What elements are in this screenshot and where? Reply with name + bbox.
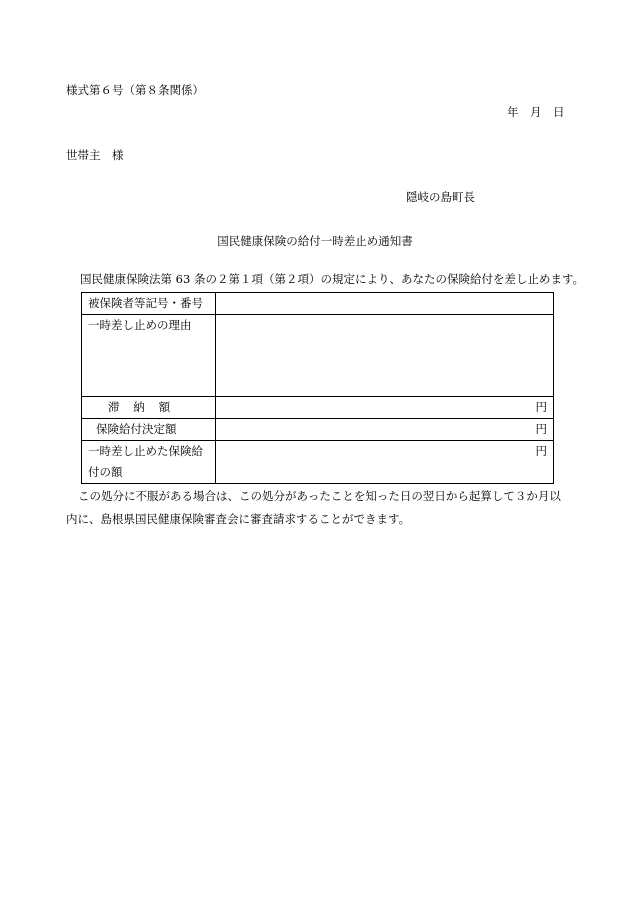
insured-id-value: [216, 293, 554, 315]
date-line: 年 月 日: [507, 105, 565, 119]
withheld-unit: 円: [216, 441, 554, 484]
table-row-benefit-decided: [82, 419, 554, 441]
arrears-label: 滞納額: [82, 397, 216, 419]
intro-text: 国民健康保険法第 63 条の２第１項（第２項）の規定により、あなたの保険給付を差し止めます。: [80, 272, 585, 286]
appeal-notice: この処分に不服がある場合は、この処分があったことを知った日の翌日から起算して３か月以内に、島根県国民健康保険審査会に審査請求することができます。: [66, 489, 561, 526]
insured-id-label: 被保険者等記号・番号: [82, 293, 216, 315]
benefit-decided-unit: 円: [216, 419, 554, 441]
info-table: [81, 292, 554, 484]
document-title: 国民健康保険の給付一時差止め通知書: [217, 234, 413, 248]
table-row-arrears: [82, 397, 554, 419]
table-row-insured-id: [82, 293, 554, 315]
arrears-unit: 円: [216, 397, 554, 419]
table-row-reason: [82, 315, 554, 397]
issuer: 隠岐の島町長: [406, 190, 475, 204]
reason-value: [216, 315, 554, 397]
withheld-label-line1: 一時差し止めた保険給: [88, 444, 203, 458]
form-number: 様式第６号（第８条関係）: [66, 83, 204, 97]
reason-label: 一時差し止めの理由: [82, 315, 216, 397]
recipient: 世帯主 様: [66, 148, 124, 162]
withheld-label: [82, 441, 216, 484]
benefit-decided-label: 保険給付決定額: [82, 419, 216, 441]
table-row-withheld: [82, 441, 554, 484]
withheld-label-line2: 付の額: [88, 465, 123, 479]
